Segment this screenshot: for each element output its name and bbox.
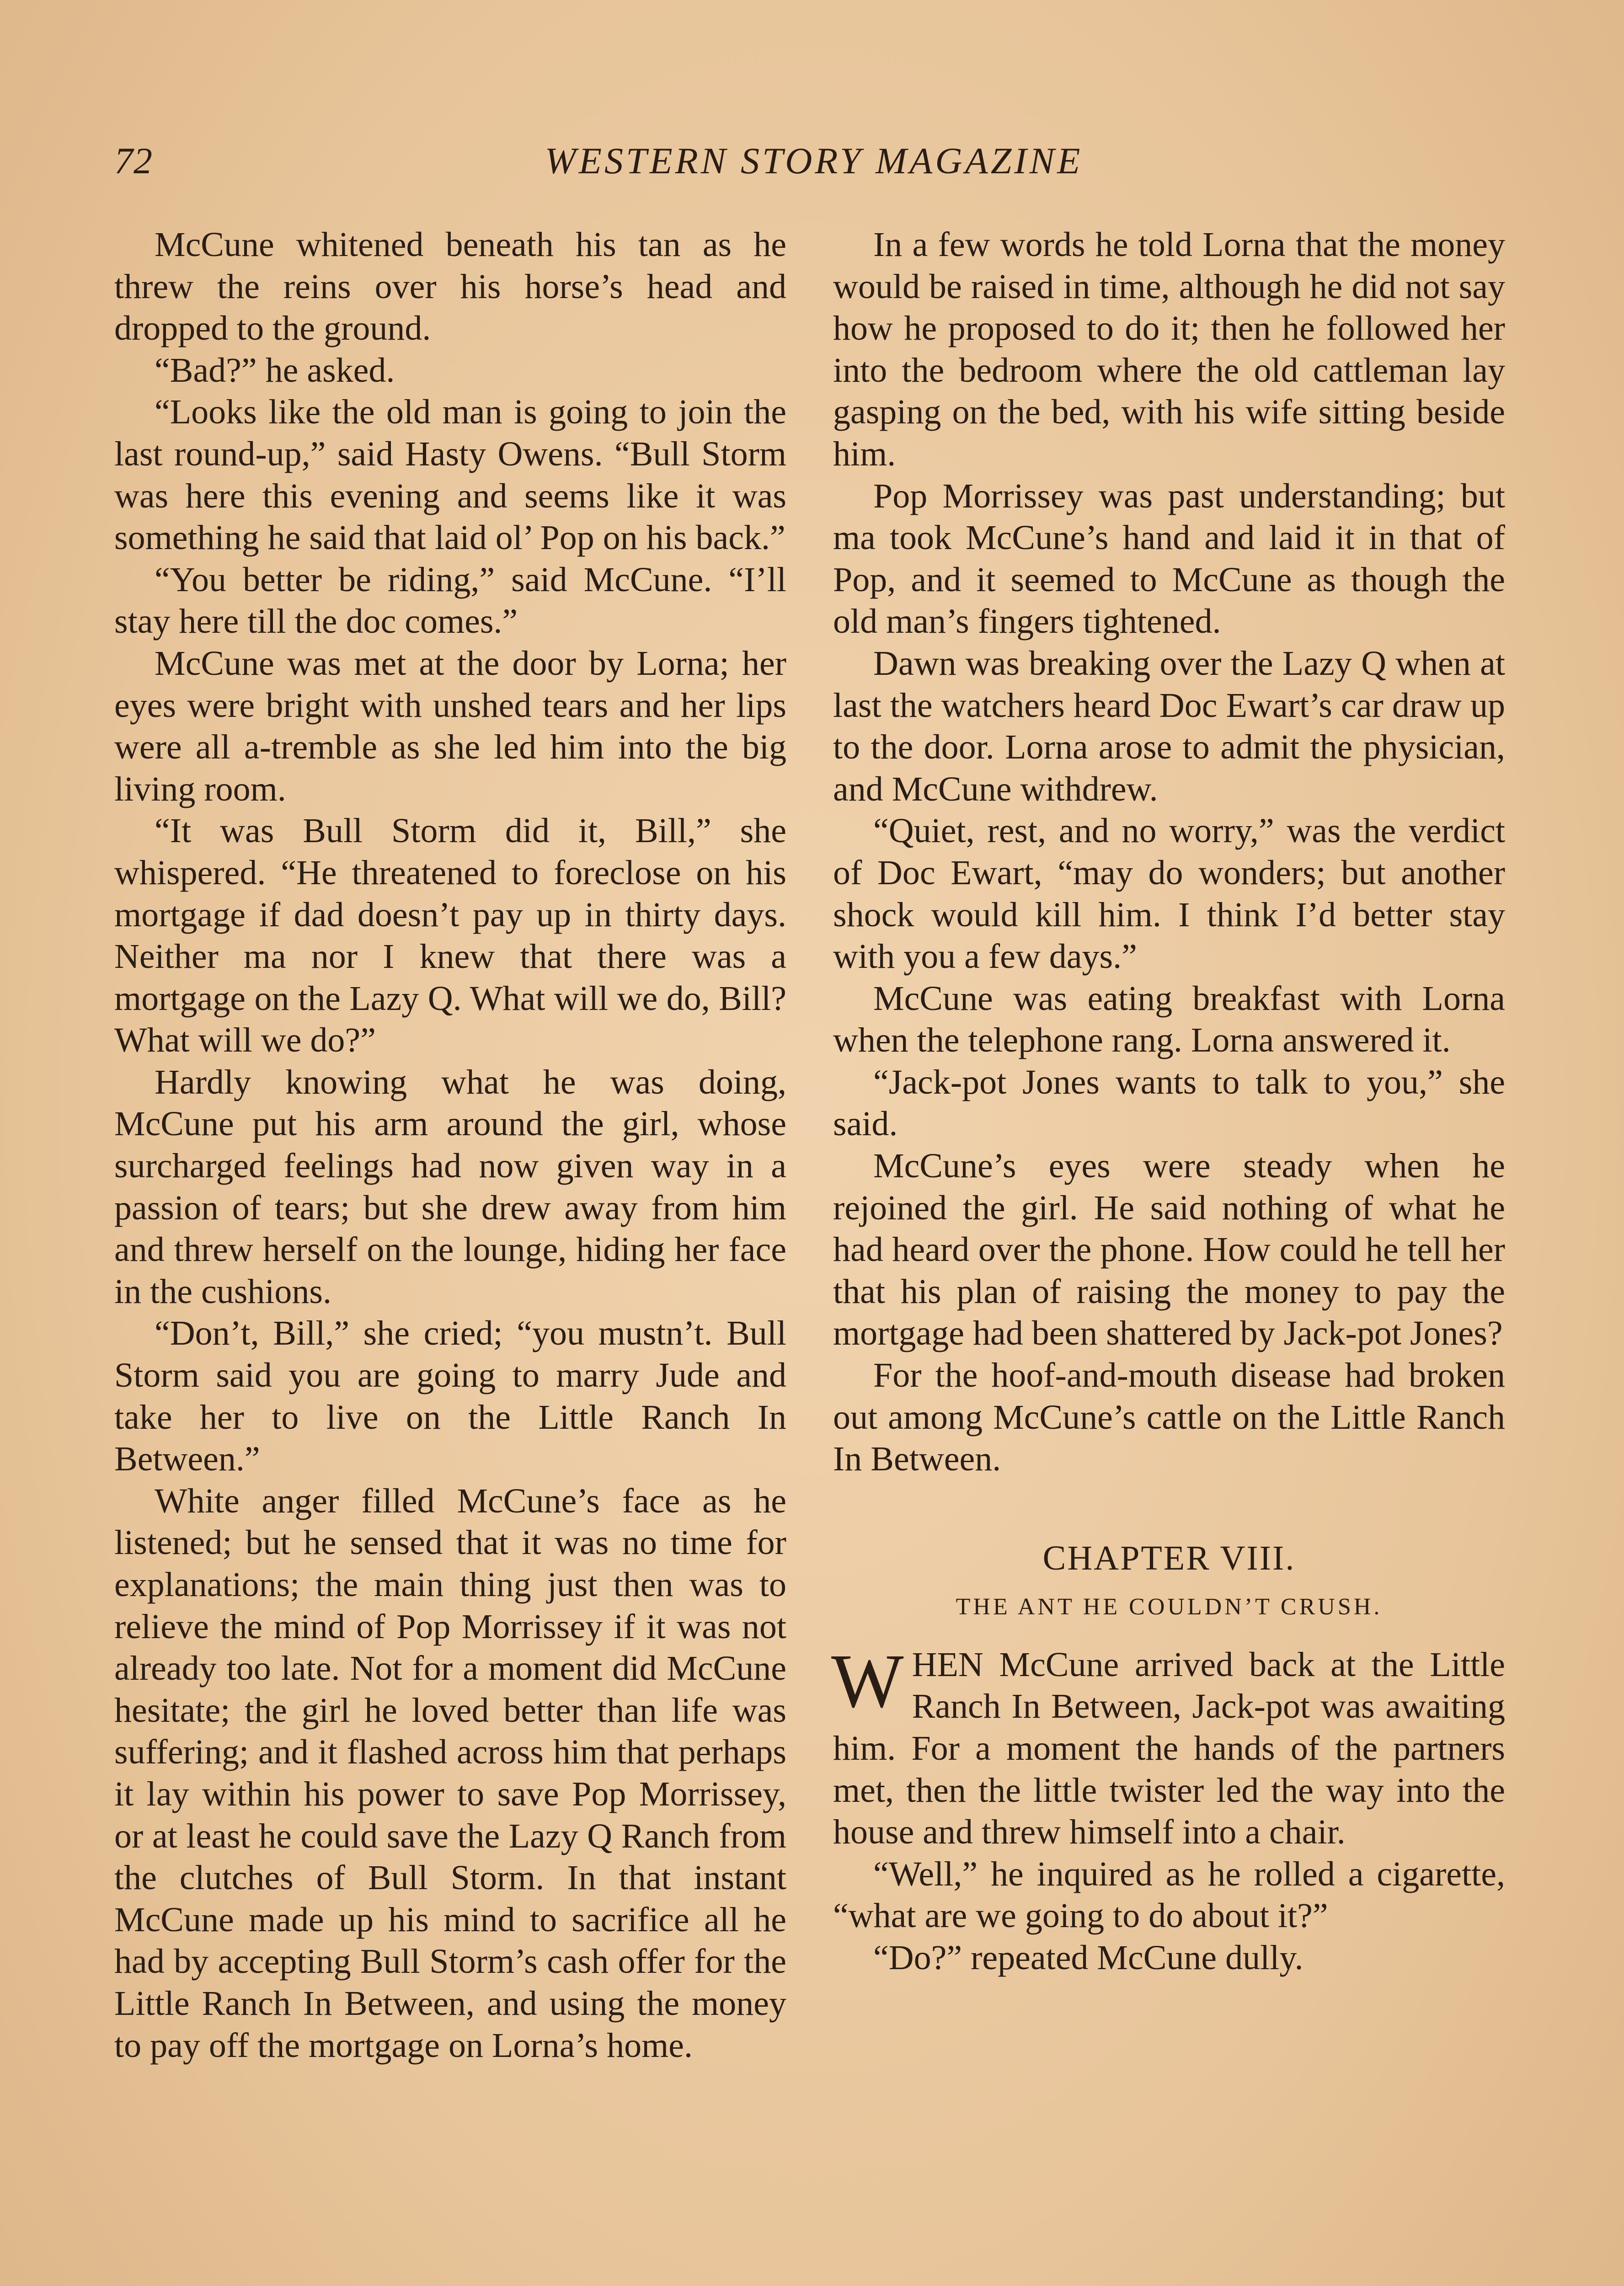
chapter-first-paragraph-text: HEN McCune arrived back at the Little Ranch In Between, Jack-pot was awaiting him. For a moment the hands of the partners met, then the little twister led the way into the house and threw himself into a chair. xyxy=(833,1645,1505,1852)
paragraph: “Jack-pot Jones wants to talk to you,” she said. xyxy=(833,1063,1505,1143)
drop-cap: W xyxy=(831,1638,904,1724)
paragraph: For the hoof-and-mouth disease had broken out among McCune’s cattle on the Little Ranch In Between. xyxy=(833,1356,1505,1479)
paragraph: Hardly knowing what he was doing, McCune put his arm around the girl, whose surcharged feelings had now given way in a passion of tears; but she drew away from him and threw herself on the lounge, hiding her face in the cushions. xyxy=(114,1063,786,1311)
page-number: 72 xyxy=(114,140,153,182)
chapter-subtitle: THE ANT HE COULDN’T CRUSH. xyxy=(956,1593,1383,1620)
paragraph: McCune was met at the door by Lorna; her eyes were bright with unshed tears and her lips were all a-tremble as she led him into the big living room. xyxy=(114,644,786,808)
paragraph: McCune’s eyes were steady when he rejoined the girl. He said nothing of what he had heard over the phone. How could he tell her that his plan of raising the money to pay the mortgage had been shattered by Jack-pot Jones? xyxy=(833,1147,1505,1353)
paragraph: White anger filled McCune’s face as he listened; but he sensed that it was no time for explanations; the main thing just then was to relieve the mind of Pop Morrissey if it was not already too late. Not for a moment did McCune hesitate; the girl he loved better than life was suffering; and it flashed across him that perhaps it lay within his power to save Pop Morrissey, or at least he could save the Lazy Q Ranch from the clutches of Bull Storm. In that instant McCune made up his mind to sacrifice all he had by accepting Bull Storm’s cash offer for the Little Ranch In Between, and using the money to pay off the mortgage on Lorna’s home. xyxy=(114,1481,786,2065)
chapter-heading: CHAPTER VIII. xyxy=(1042,1538,1296,1577)
paragraph: “Looks like the old man is going to join the last round-up,” said Hasty Owens. “Bull Storm was here this evening and seems like it was something he said that laid ol’ Pop on his back.” xyxy=(114,393,786,557)
paragraph: Dawn was breaking over the Lazy Q when at last the watchers heard Doc Ewart’s car draw up to the door. Lorna arose to admit the physician, and McCune withdrew. xyxy=(833,644,1505,808)
paragraph: McCune whitened beneath his tan as he threw the reins over his horse’s head and dropped to the ground. xyxy=(114,225,786,348)
paragraph: Pop Morrissey was past understanding; but ma took McCune’s hand and laid it in that of Pop, and it seemed to McCune as though the old man’s fingers tightened. xyxy=(833,476,1505,641)
running-title: WESTERN STORY MAGAZINE xyxy=(545,140,1083,182)
paragraph: McCune was eating breakfast with Lorna when the telephone rang. Lorna answered it. xyxy=(833,979,1505,1060)
paragraph: “Well,” he inquired as he rolled a cigarette, “what are we going to do about it?” xyxy=(833,1854,1505,1935)
paragraph: “Do?” repeated McCune dully. xyxy=(873,1938,1303,1977)
paragraph: “It was Bull Storm did it, Bill,” she whispered. “He threatened to foreclose on his mortgage if dad doesn’t pay up in thirty days. Neither ma nor I knew that there was a mortgage on the Lazy Q. What will we do, Bill? What will we do?” xyxy=(114,812,786,1060)
paragraph: “Quiet, rest, and no worry,” was the verdict of Doc Ewart, “may do wonders; but another shock would kill him. I think I’d better stay with you a few days.” xyxy=(833,812,1505,976)
paragraph: “Don’t, Bill,” she cried; “you mustn’t. Bull Storm said you are going to marry Jude and take her to live on the Little Ranch In Between.” xyxy=(114,1314,786,1479)
right-column xyxy=(833,224,1505,1979)
page-header xyxy=(114,139,1513,194)
paragraph: “Bad?” he asked. xyxy=(155,351,395,390)
chapter-first-paragraph xyxy=(831,1638,1505,1853)
paragraph: “You better be riding,” said McCune. “I’ll stay here till the doc comes.” xyxy=(114,560,786,641)
left-column xyxy=(114,224,786,2067)
paragraph: In a few words he told Lorna that the money would be raised in time, although he did not say how he proposed to do it; then he followed her into the bedroom where the old cattleman lay gasping on the bed, with his wife sitting beside him. xyxy=(833,225,1505,473)
